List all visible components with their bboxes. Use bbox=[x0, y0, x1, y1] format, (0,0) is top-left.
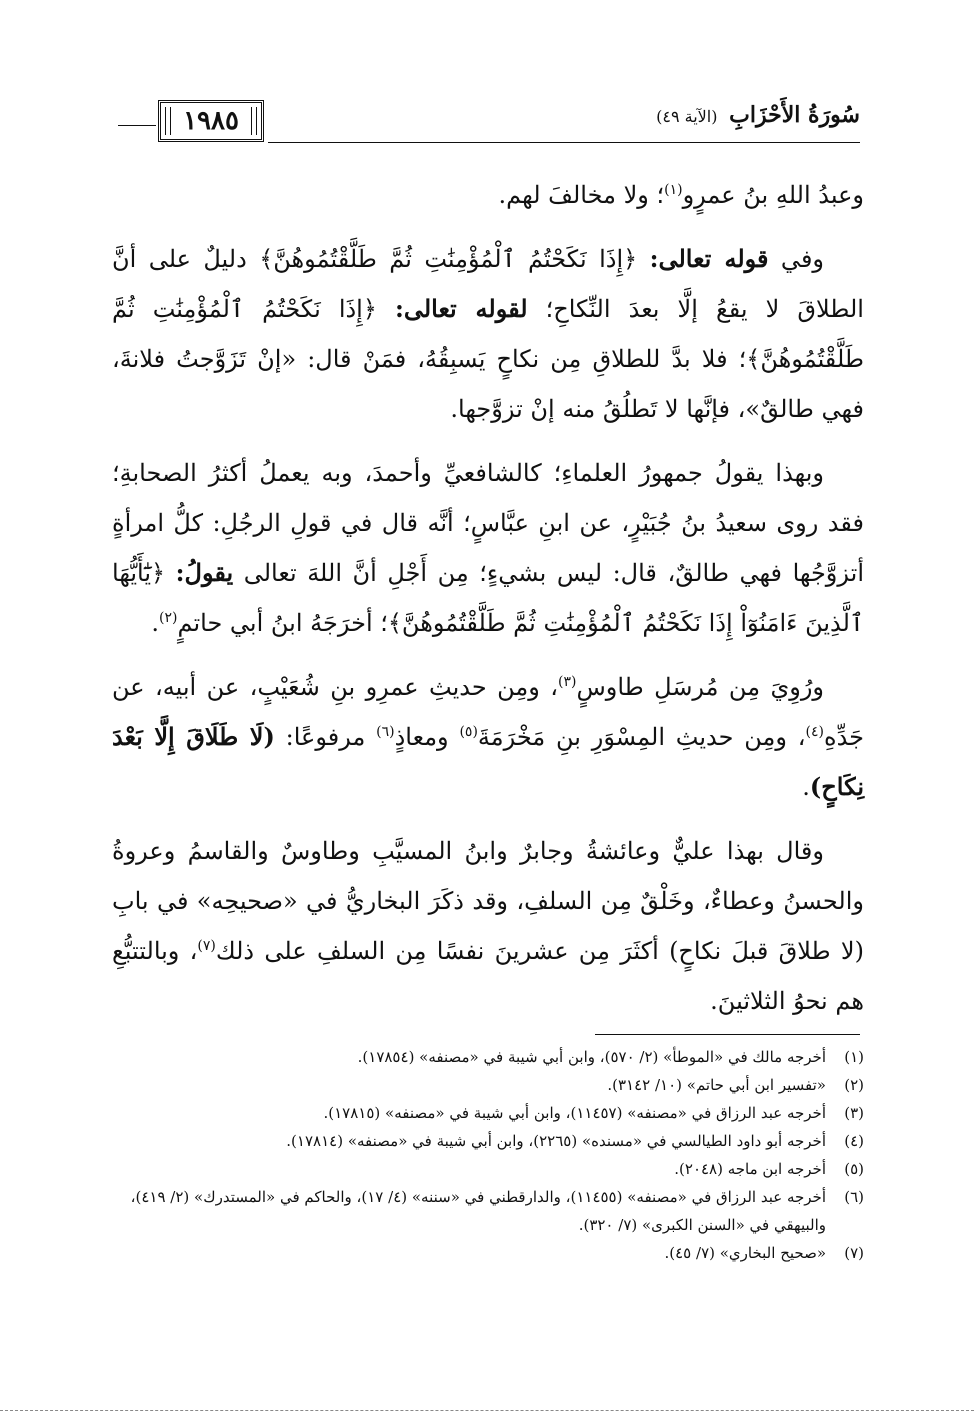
paragraph bbox=[112, 826, 864, 1026]
surah-title bbox=[656, 102, 860, 128]
footnote-number: (٥) bbox=[844, 1160, 864, 1178]
text-segment: ﴿إِذَا نَكَحْتُمُ ٱلْمُؤْمِنَٰتِ ثُمَّ طَلَّقْتُمُوهُنَّ﴾ دليلٌ على أنَّ الطلاقَ لا يقعُ إلَّا بعدَ النِّكاحِ؛ bbox=[112, 245, 864, 323]
footnote-item bbox=[112, 1183, 864, 1239]
header-left-rule bbox=[118, 125, 156, 126]
bold-text: يقولُ: bbox=[175, 558, 234, 587]
text-segment: . bbox=[802, 773, 810, 801]
header-rule bbox=[268, 142, 860, 143]
footnote-marker: (٥) bbox=[459, 724, 478, 740]
text-segment: ، ومِن حديثِ عمرِو بنِ شُعَيْبٍ، عن أبيه، عن جَدِّهِ bbox=[112, 673, 865, 751]
bold-text: قوله تعالى: bbox=[649, 244, 769, 273]
bold-text: لقوله تعالى: bbox=[394, 294, 528, 323]
footnote-item bbox=[112, 1071, 864, 1099]
text-segment: ورُوِيَ مِن مُرسَلِ طاوسٍ bbox=[576, 673, 825, 701]
page-number-text: ١٩٨٥ bbox=[183, 106, 239, 136]
text-segment: . bbox=[151, 609, 160, 637]
footnote-marker: (١) bbox=[664, 182, 683, 198]
footnote-number: (٤) bbox=[844, 1132, 864, 1150]
paragraph bbox=[112, 662, 864, 812]
footnote-text: أخرجه مالك في «الموطأ» (٢/ ٥٧٠)، وابن أبي شيبة في «مصنفه» (١٧٨٥٤). bbox=[357, 1048, 826, 1066]
paragraph bbox=[112, 448, 864, 648]
footnote-marker: (٢) bbox=[159, 610, 178, 626]
footnote-number: (٣) bbox=[844, 1104, 864, 1122]
footnote-text: أخرجه ابن ماجه (٢٠٤٨). bbox=[674, 1160, 826, 1178]
text-segment: ﴿إِذَا نَكَحْتُمُ ٱلْمُؤْمِنَٰتِ ثُمَّ طَلَّقْتُمُوهُنَّ﴾؛ فلا بدَّ للطلاقِ مِن نكاحٍ يَسبِقُهُ، فمَنْ قال: «إنْ تَزَوَّجتُ فلانةَ، فهي طالقٌ»، فإنَّها لا تَطلُقُ منه إنْ تزوَّجها. bbox=[112, 295, 864, 423]
page-header bbox=[118, 98, 860, 150]
footnote-item bbox=[112, 1043, 864, 1071]
page-number bbox=[158, 100, 264, 142]
bold-text: (لَا طَلَاقَ إِلَّا بَعْدَ نِكَاحٍ) bbox=[112, 722, 864, 801]
text-segment: ومعاذٍ bbox=[394, 723, 460, 751]
footnote-marker: (٧) bbox=[197, 938, 216, 954]
text-segment: وعبدُ اللهِ بنُ عمرٍو bbox=[682, 181, 864, 209]
text-segment: ، ومِن حديثِ المِسْوَرِ بنِ مَخْرَمَةَ bbox=[477, 723, 806, 751]
footnote-item bbox=[112, 1155, 864, 1183]
footnote-item bbox=[112, 1127, 864, 1155]
footnote-marker: (٣) bbox=[557, 674, 577, 690]
text-segment: ﴿يَٰٓأَيُّهَا ٱلَّذِينَ ءَامَنُوٓاْ إِذَا نَكَحْتُمُ ٱلْمُؤْمِنَٰتِ ثُمَّ طَلَّقْتُمُوهُنَّ﴾؛ أخرَجَهُ ابنُ أبي حاتمٍ bbox=[112, 559, 864, 637]
text-segment: ، وبالتتبُّعِ هم نحوُ الثلاثينَ. bbox=[112, 937, 864, 1015]
footnote-text: «صحيح البخاري» (٧/ ٤٥). bbox=[664, 1244, 826, 1262]
text-segment: وقال بهذا عليٌّ وعائشةُ وجابرٌ وابنُ المسيَّبِ وطاوسٌ والقاسمُ وعروةُ والحسنُ وعطاءٌ، وخَلْقٌ مِن السلفِ، وقد ذكَرَ البخاريُّ في «صحيحِه» في بابِ (لا طلاقَ قبلَ نكاحٍ) أكثَرَ مِن عشرينَ نفسًا مِن السلفِ على ذلك bbox=[112, 837, 864, 965]
footnote-text: أخرجه عبد الرزاق في «مصنفه» (١١٤٥٧)، وابن أبي شيبة في «مصنفه» (١٧٨١٥). bbox=[323, 1104, 826, 1122]
footnote-marker: (٦) bbox=[376, 724, 395, 740]
page-bottom-edge bbox=[0, 1410, 974, 1411]
footnote-item bbox=[112, 1239, 864, 1267]
footnote-number: (١) bbox=[844, 1048, 864, 1066]
paragraph bbox=[112, 170, 864, 220]
text-segment: وبهذا يقولُ جمهورُ العلماءِ؛ كالشافعيِّ وأحمدَ، وبه يعملُ أكثرُ الصحابةِ؛ فقد روى سعيدُ بنُ جُبَيْرٍ، عن ابنِ عبَّاسٍ؛ أنَّه قال في قولِ الرجُلِ: كلُّ امرأةٍ أتزوَّجُها فهي طالقٌ، قال: ليس بشيءٍ؛ مِن أَجْلِ أنَّ اللهَ تعالى bbox=[112, 459, 864, 587]
verse-reference: (الآية ٤٩) bbox=[656, 107, 718, 126]
footnote-text: أخرجه أبو داود الطيالسي في «مسنده» (٢٢٦٥)، وابن أبي شيبة في «مصنفه» (١٧٨١٤). bbox=[286, 1132, 826, 1150]
footnote-text: أخرجه عبد الرزاق في «مصنفه» (١١٤٥٥)، والدارقطني في «سننه» (٤/ ١٧)، والحاكم في «المستدرك» (٢/ ٤١٩)، والبيهقي في «السنن الكبرى» (٧/ ٣٢٠). bbox=[130, 1188, 826, 1234]
footnote-text: «تفسير ابن أبي حاتم» (١٠/ ٣١٤٢). bbox=[607, 1076, 826, 1094]
paragraph bbox=[112, 234, 864, 434]
footnote-marker: (٤) bbox=[805, 724, 824, 740]
surah-name: سُورَةُ الأَحْزَابِ bbox=[729, 102, 860, 128]
footnotes bbox=[112, 1043, 864, 1267]
text-segment: وفي bbox=[768, 245, 824, 273]
footnote-item bbox=[112, 1099, 864, 1127]
footnote-number: (٦) bbox=[844, 1188, 864, 1206]
main-text bbox=[112, 170, 864, 1040]
text-segment: ؛ ولا مخالفَ لهم. bbox=[498, 181, 665, 209]
footnote-separator bbox=[595, 1034, 860, 1035]
footnote-number: (٧) bbox=[844, 1244, 864, 1262]
text-segment: مرفوعًا: bbox=[274, 723, 377, 751]
footnote-number: (٢) bbox=[844, 1076, 864, 1094]
